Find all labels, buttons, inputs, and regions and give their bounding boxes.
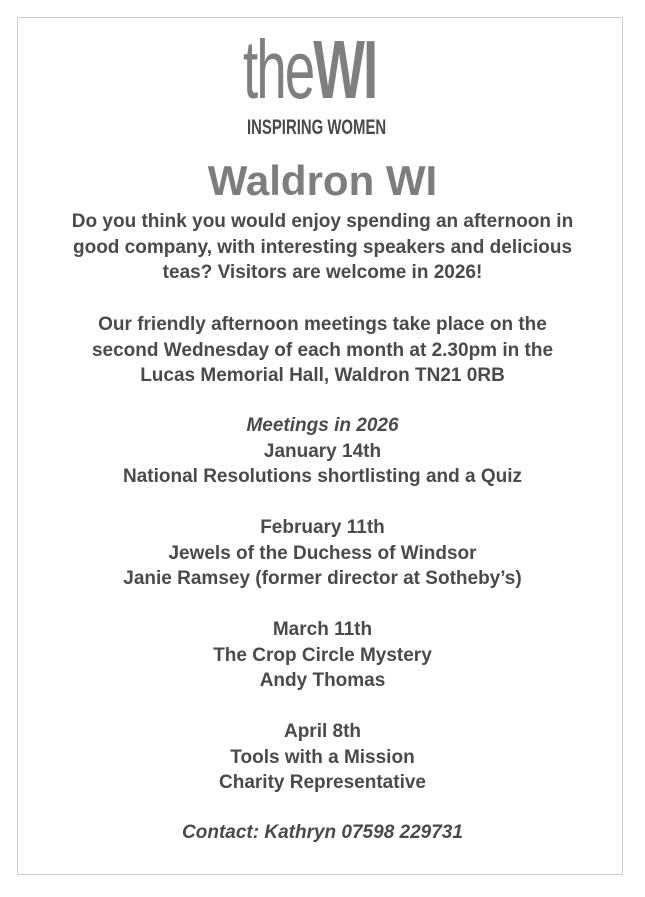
meeting-topic: Jewels of the Duchess of Windsor [168, 542, 477, 564]
meeting-date: February 11th [260, 517, 385, 538]
meeting-speaker: Janie Ramsey (former director at Sotheby’s) [123, 568, 522, 589]
meeting-speaker: Charity Representative [219, 772, 426, 793]
contact-block [30, 820, 615, 846]
meeting-april [30, 719, 615, 796]
intro-paragraph [30, 209, 615, 286]
intro-line: good company, with interesting speakers and delicious [72, 236, 573, 258]
meetings-info-line: Lucas Memorial Hall, Waldron TN21 0RB [140, 365, 505, 386]
meetings-info-line: Our friendly afternoon meetings take place on the [98, 314, 547, 335]
meeting-january [30, 413, 615, 490]
meeting-topic: The Crop Circle Mystery [213, 644, 432, 666]
meeting-speaker: Andy Thomas [259, 670, 386, 691]
page-title: Waldron WI [207, 157, 438, 204]
meeting-date: January 14th [263, 440, 382, 462]
meeting-february [30, 515, 615, 592]
contact-line: Contact: Kathryn 07598 229731 [182, 822, 463, 843]
intro-line: Do you think you would enjoy spending an afternoon in [71, 211, 574, 232]
meetings-info-line: second Wednesday of each month at 2.30pm in the [91, 339, 554, 361]
meetings-heading: Meetings in 2026 [246, 415, 399, 436]
wi-logo-tagline: INSPIRING WOMEN [247, 116, 387, 139]
meeting-date: March 11th [272, 619, 373, 640]
wi-logo-wordmark [243, 23, 377, 116]
meeting-topic: Tools with a Mission [230, 746, 415, 768]
wi-logo-the: the [243, 23, 314, 116]
meeting-topic: National Resolutions shortlisting and a Quiz [122, 466, 523, 487]
wi-logo [243, 23, 398, 140]
meetings-info-paragraph [30, 312, 615, 389]
meeting-march [30, 617, 615, 694]
intro-line: teas? Visitors are welcome in 2026! [162, 262, 483, 283]
meeting-date: April 8th [283, 721, 362, 742]
wi-logo-wi: WI [313, 23, 377, 116]
